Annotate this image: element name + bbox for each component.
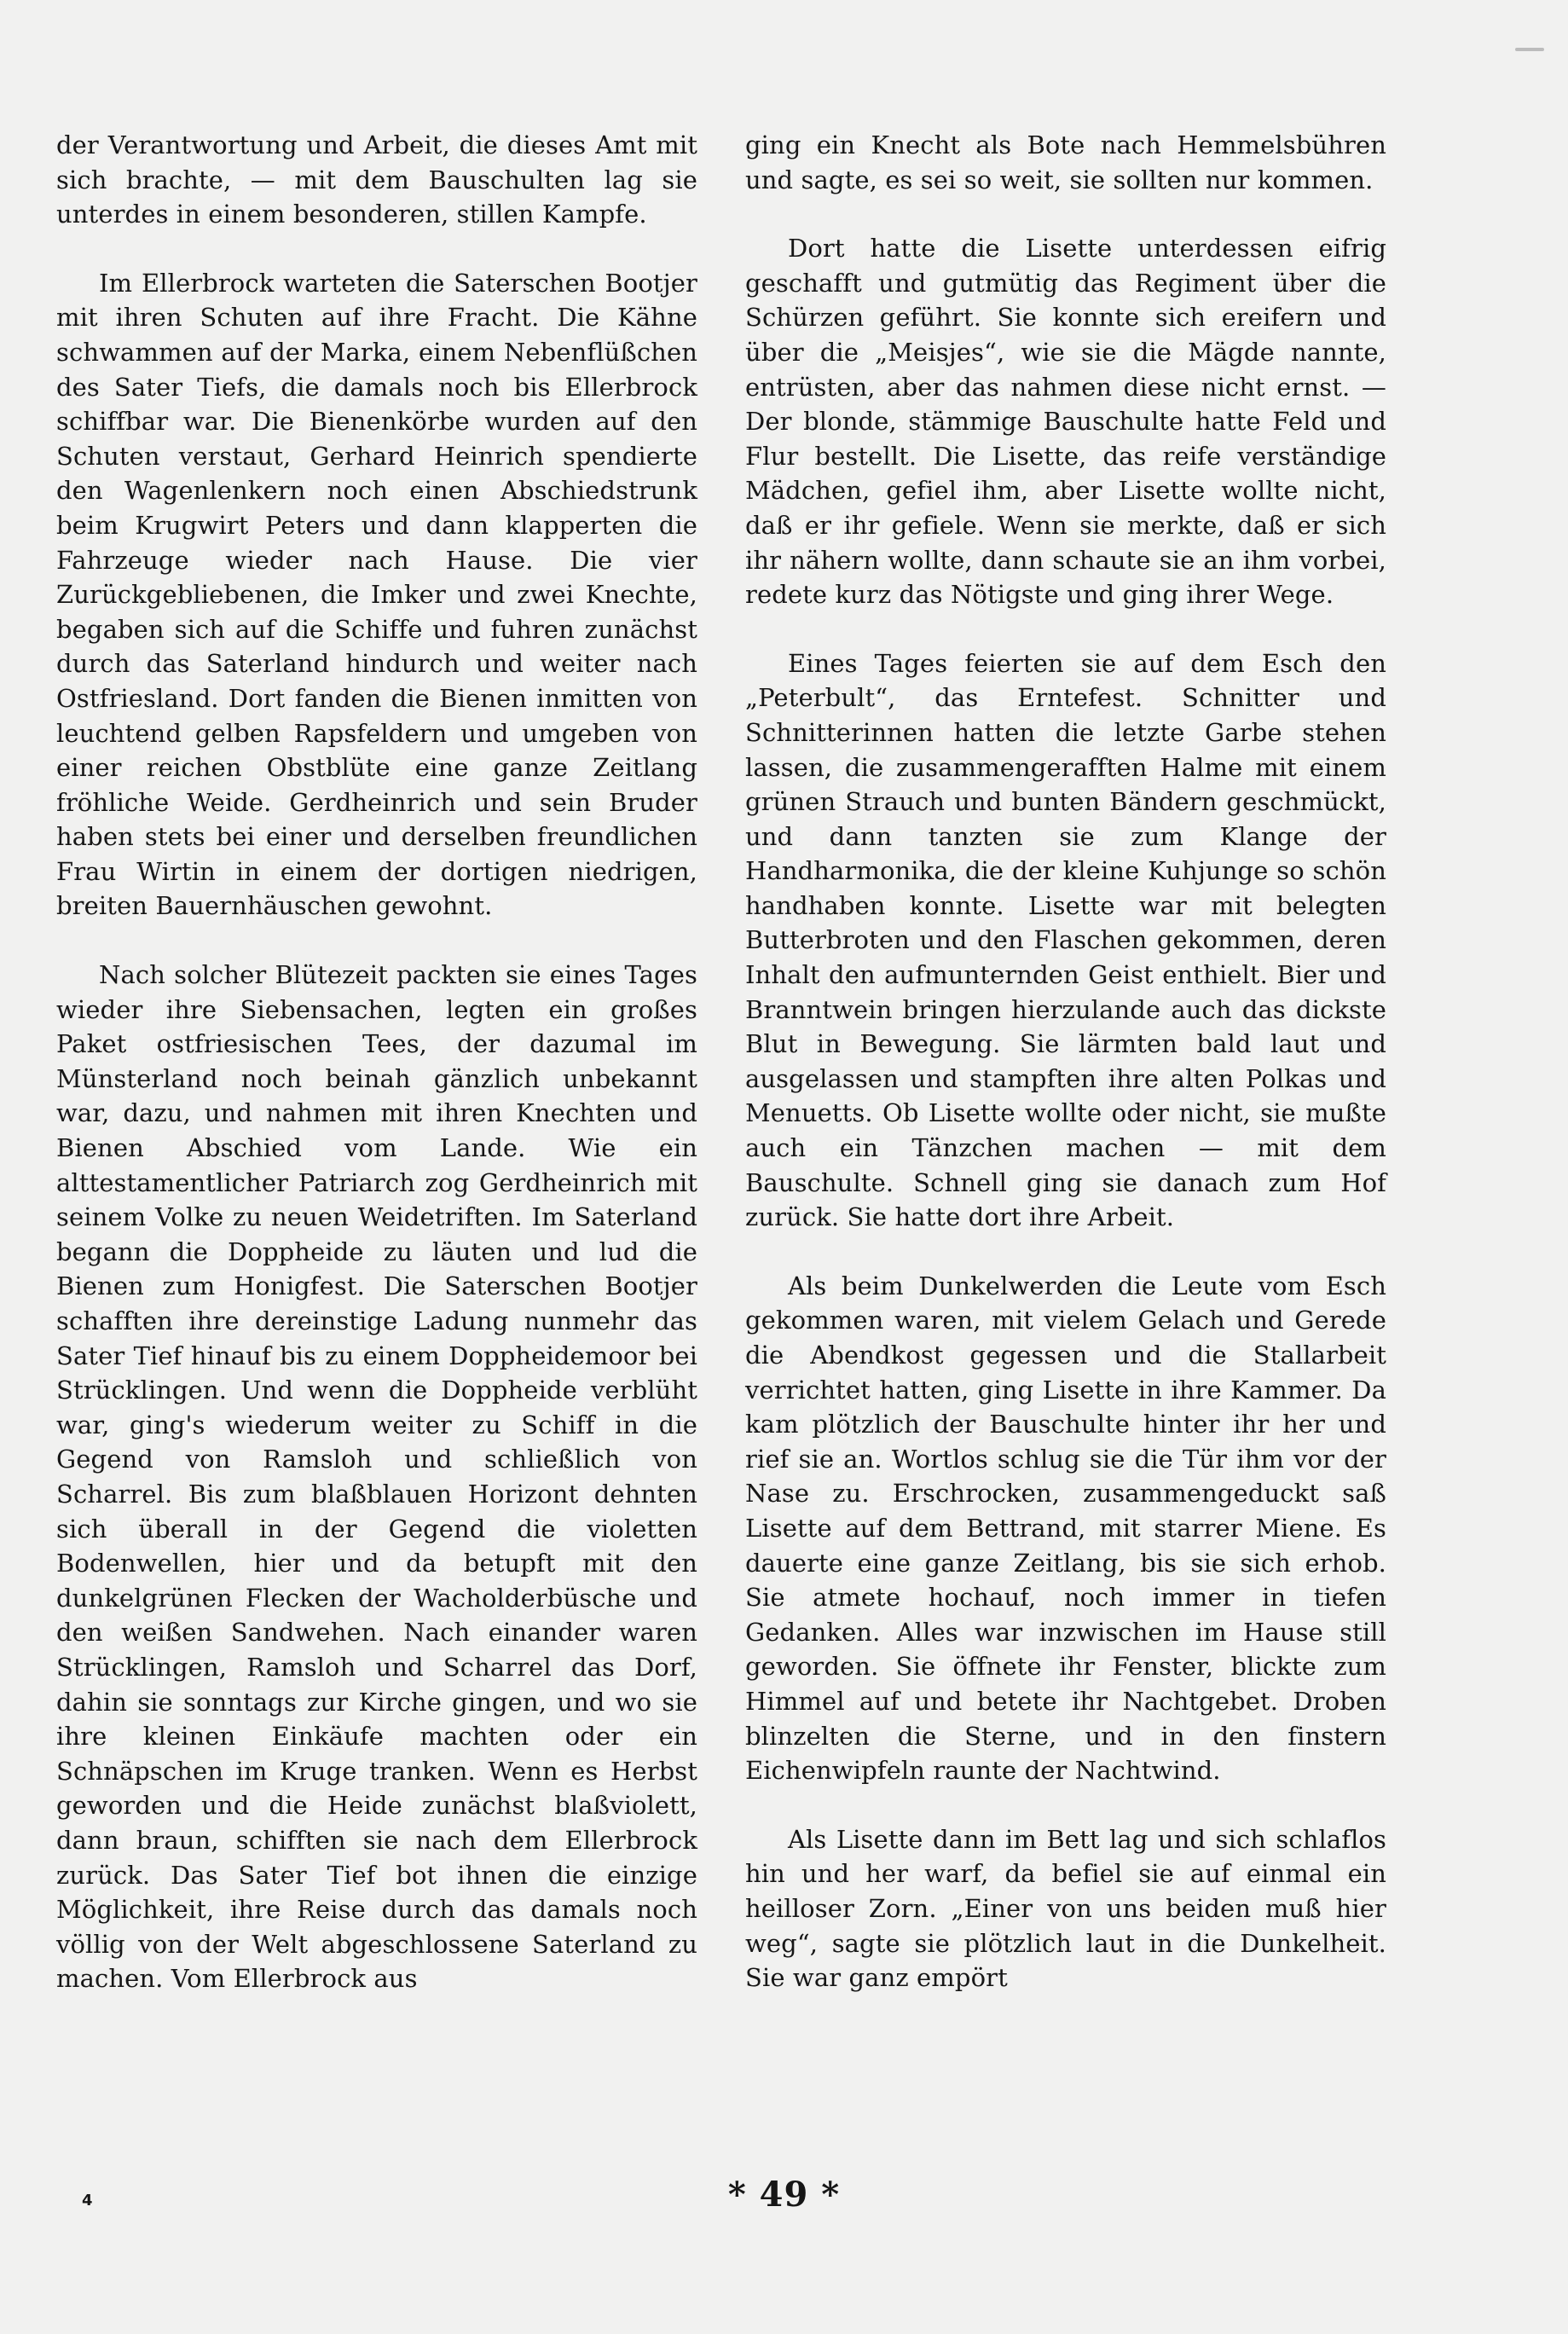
paragraph: Als Lisette dann im Bett lag und sich schlaflos hin und her warf, da befiel sie auf einmal ein heilloser Zorn. „Einer von uns beiden muß hier weg“, sagte sie plötzlich laut in die Dunkelheit. Sie war ganz empört — [745, 1824, 1386, 1993]
paragraph: Nach solcher Blütezeit packten sie eines Tages wieder ihre Siebensachen, legten ein großes Paket ostfriesischen Tees, der dazumal im Münsterland noch beinah gänzlich unbekannt war, dazu, und nahmen mit ihren Knechten und Bienen Abschied vom Lande. Wie ein alttestamentlicher Patriarch zog Gerdheinrich mit seinem Volke zu neuen Weidetriften. Im Saterland begann die Doppheide zu läuten und lud die Bienen zum Honigfest. Die Saterschen Bootjer schafften ihre dereinstige Ladung nunmehr das Sater Tief hinauf bis zu einem Doppheidemoor bei Strücklingen. Und wenn die Doppheide verblüht war, ging's wiederum weiter zu Schiff in die Gegend von Ramsloh und schließlich von Scharrel. Bis zum blaßblauen Horizont dehnten sich überall in der Gegend die violetten Bodenwellen, hier und da betupft mit den dunkelgrünen Flecken der Wacholderbüsche und den weißen Sandwehen. Nach einander waren Strücklingen, Ramsloh und Scharrel das Dorf, dahin sie sonntags zur Kirche gingen, und wo sie ihre kleinen Einkäufe machten oder ein Schnäpschen im Kruge tranken. Wenn es Herbst geworden und die Heide zunächst blaßviolett, dann braun, schifften sie nach dem Ellerbrock zurück. Das Sater Tief bot ihnen die einzige Möglichkeit, ihre Reise durch das damals noch völlig von der Welt abgeschlossene Saterland zu machen. Vom Ellerbrock aus — [56, 960, 697, 1994]
left-column — [56, 128, 697, 2030]
paragraph: Eines Tages feierten sie auf dem Esch den „Peterbult“, das Erntefest. Schnitter und Schnitterinnen hatten die letzte Garbe stehen lassen, die zusammengerafften Halme mit einem grünen Strauch und bunten Bändern geschmückt, und dann tanzten sie zum Klange der Handharmonika, die der kleine Kuhjunge so schön handhaben konnte. Lisette war mit belegten Butterbroten und den Flaschen gekommen, deren Inhalt den aufmunternden Geist enthielt. Bier und Branntwein bringen hierzulande auch das dickste Blut in Bewegung. Sie lärmten bald laut und ausgelassen und stampften ihre alten Polkas und Menuetts. Ob Lisette wollte oder nicht, sie mußte auch ein Tänzchen machen — mit dem Bauschulte. Schnell ging sie danach zum Hof zurück. Sie hatte dort ihre Arbeit. — [745, 648, 1386, 1232]
paragraph: der Verantwortung und Arbeit, die dieses Amt mit sich brachte, — mit dem Bauschulten lag sie unterdes in einem besonderen, stillen Kampfe. — [56, 130, 697, 229]
paragraph: Als beim Dunkelwerden die Leute vom Esch gekommen waren, mit vielem Gelach und Gerede die Abendkost gegessen und die Stallarbeit verrichtet hatten, ging Lisette in ihre Kammer. Da kam plötzlich der Bauschulte hinter ihr her und rief sie an. Wortlos schlug sie die Tür ihm vor der Nase zu. Erschrocken, zusammengeduckt saß Lisette auf dem Bettrand, mit starrer Miene. Es dauerte eine ganze Zeitlang, bis sie sich erhob. Sie atmete hochauf, noch immer in tiefen Gedanken. Alles war inzwischen im Hause still geworden. Sie öffnete ihr Fenster, blickte zum Himmel auf und betete ihr Nachtgebet. Droben blinzelten die Sterne, und in den finstern Eichenwipfeln raunte der Nachtwind. — [745, 1271, 1386, 1786]
page-number: * 49 * — [727, 2175, 841, 2215]
right-column — [745, 128, 1386, 2030]
signature-mark: 4 — [82, 2192, 93, 2209]
paragraph: ging ein Knecht als Bote nach Hemmelsbühren und sagte, es sei so weit, sie sollten nur kommen. — [745, 130, 1386, 194]
paragraph: Im Ellerbrock warteten die Saterschen Bootjer mit ihren Schuten auf ihre Fracht. Die Kähne schwammen auf der Marka, einem Nebenflüßchen des Sater Tiefs, die damals noch bis Ellerbrock schiffbar war. Die Bienenkörbe wurden auf den Schuten verstaut, Gerhard Heinrich spendierte den Wagenlenkern noch einen Abschiedstrunk beim Krugwirt Peters und dann klapperten die Fahrzeuge wieder nach Hause. Die vier Zurückgebliebenen, die Imker und zwei Knechte, begaben sich auf die Schiffe und fuhren zunächst durch das Saterland hindurch und weiter nach Ostfriesland. Dort fanden die Bienen inmitten von leuchtend gelben Rapsfeldern und umgeben von einer reichen Obstblüte eine ganze Zeitlang fröhliche Weide. Gerdheinrich und sein Bruder haben stets bei einer und derselben freundlichen Frau Wirtin in einem der dortigen niedrigen, breiten Bauernhäuschen gewohnt. — [56, 268, 697, 921]
print-smudge — [1515, 48, 1544, 51]
paragraph: Dort hatte die Lisette unterdessen eifrig geschafft und gutmütig das Regiment über die Schürzen geführt. Sie konnte sich ereifern und über die „Meisjes“, wie sie die Mägde nannte, entrüsten, aber das nahmen diese nicht ernst. — Der blonde, stämmige Bauschulte hatte Feld und Flur bestellt. Die Lisette, das reife verständige Mädchen, gefiel ihm, aber Lisette wollte nicht, daß er ihr gefiele. Wenn sie merkte, daß er sich ihr nähern wollte, dann schaute sie an ihm vorbei, redete kurz das Nötigste und ging ihrer Wege. — [745, 234, 1386, 610]
